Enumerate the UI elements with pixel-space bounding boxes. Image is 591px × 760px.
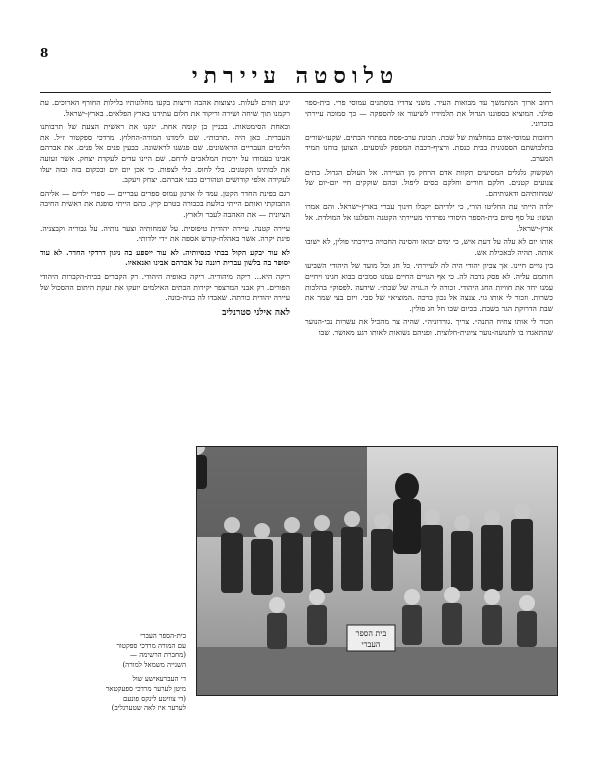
caption-line: עם המורה מרדכי ספקטור [116, 641, 186, 650]
paragraph: בין גויים חיינו. אך צביון יהודי היה לה לעיירתי. כל חג וכל מועד של היהודי השביעו חותמם עליה. לא פסק נדבה לה. כי אף הגויים החיים עמנו סמכים בבוא חגינו ויחיים עמנו יחד את חוויות החג היהודי. זכורה לי ה.גויה של שבת״. שידעה .לפסוק״ בהלכות כשרות. וזכור לי אותו גוי. צנצה אל נכון ברכה .המוציא״ של סבי. ויזם בצי שמר את שבת הדרוקת הגר בשבת. בכיום שבו חל חג פולין. [305, 261, 553, 313]
paragraph: ריקה היא... ריקה מיהודיה. ריקה כאופיה היהודי. רק הקברים בבית-הקברות היהודי הפורים. רק אבני המרצפר יקירות הבתים האילמים יועקו את זעקת היתום ההסכול של עיירה יהודית כורתה. שאבדו לה בניה-בונה. [40, 271, 290, 303]
paragraph: ילדה הייתי עת החליטו הורי, כי ילדיהם יקבלו חינוך עברי בארץ-ישראל. והם אמרו ועשו: על סף סיום בית-הספר היסודי נפרדתי מעיירתי הקטנה והפלגנו אל המולדת. אל ארץ-ישראל. [305, 202, 553, 233]
title-divider [40, 92, 551, 93]
paragraph: יגיע תורם לעלות. גיצוצות אהבה וריצות בקעו מחלונותיו בלילות החורף הארוכים. עת רקמנו תוך שיחה ושירה וריקוד את חלום עתידנו בארץ הפלאים. בארץ-ישראל. [40, 98, 290, 118]
photo-sign-line-2: העברי [361, 640, 381, 649]
caption-line: מיטן לערער מרדכי ספעקטאר [105, 684, 186, 693]
paragraph: רחוב ארוך המתמשך עד מבואות העיר. משני צדדיו בוסתנים עמוסי פרי. בית-ספר פולני. המוציא בספוננו הגדול את תלמידיו לשיעור או להספקה — כך סמוכה עיירתי בזכרוני. [305, 98, 553, 129]
author-signature: לאה אילני סטרנליב [222, 307, 290, 318]
page-number: 8 [40, 46, 49, 60]
class-photograph [196, 446, 558, 696]
text-column-right [305, 98, 553, 438]
paragraph: ושקשוק גלגלים המסיעים תקוות אדם הרחק מן העיירה. אל העולם הגדול. בתים צנועים קטנים. חלקם חורים וחלקם כסים ליפול. ובהם שוקקים חיי יום-יום של שמחותיהם ודאגותיהם. [305, 167, 553, 198]
text-column-left [40, 98, 290, 438]
paragraph: רגם בפינת החדר הקטן. עמד לו ארגון עמוס ספרים עבריים — ספרי ילדים — אליהם התבזקתי ואותם הייתי בולעת בכבורה בטרם קיץ. כהם הייתי סופגת את ראשית החיבה הציונית — את האהבה לעבר ולארץ. [40, 188, 290, 219]
caption-line: השנייה משמאל למורה) [122, 660, 186, 669]
paragraph: עיירה קטנה. עיירה יהודית טיפוסית. על שמחותיה וצער נותיה. על גבוריה וקבצניה. פינת יקרה. אשר באהלח-קודש אספה את ״די ילדותי. [40, 223, 290, 244]
paragraph: אותו יום לא עלה על דעת איש, כי ימים יבואו והסינה החבויה ביירכתי פולין, לא ישובו אותה. תהיה לבאכילת אש. [305, 237, 553, 257]
caption-hebrew [36, 632, 186, 670]
caption-yiddish [36, 675, 186, 713]
caption-line: (מחברת הרשימה — [130, 651, 186, 660]
caption-line: די העברעאישע שול [132, 675, 186, 684]
photo-sign-line-1: בית הספר [355, 629, 387, 638]
caption-line: (די צוויטע לינקס פונעם [122, 694, 186, 703]
photo-illustration [197, 447, 557, 695]
paragraph: לא עוד יבקע הקול בבתי כנסיותיה. לא עוד ייספע בה ניגון דרדקי החדר. לא עוד יסופר בה בלשון עברית רוננה על אברהם אבינו ואנאאיו. [40, 247, 290, 268]
caption-line: בית-הספר העברי [140, 632, 186, 640]
photo-caption [36, 632, 186, 719]
article-title: טלוסטה עיירתי [191, 63, 400, 89]
caption-line: לערער איז לאה שטערנליב) [111, 704, 186, 713]
paragraph: ובאחת הסימטאות. בבניין בן קומה אחת. ינקנו את ראשית הצעת של תרבותנו העברית. כאן היה .תרבות״. שם לימדנו המורה-החלוץ. מרדכי ספקטור ז״ל. את הלימים העבריים הראשונים. שם פגשנו לראשונה. כבעין פנים אל פנים. את אברהם אבינו בעמודו על ירכות המלאכים לרחם. שם היינו עדים לעקדת יצחק. אשר זעזעה את לבותינו הקטנים. בלי לחוס. בלי לצפות. כי אכן יום יום ובכקום בזה ובזה יעלו לעקידה אלפי קודושים וטהורים כבני אברהם. יצחק ויעקב. [40, 122, 290, 185]
paragraph: וזכור לי אותו צחיח התנה״. צריך .גורדוניה״. שהיה צר מהכיל את עשרות נבי-הנוער שהתאגדו בו לתנועה-נוער ציונית-חלוצית. ופניהם נשואות לאותו רגע מאושר. שבו [305, 317, 553, 337]
paragraph: רחובות עמוסי-אדם במחלצות של שבת. תכונת ערב-פסח בפתחי הבתים. שקעו-שורים בתלבושתם הססגונית בבית כנסת. ורציף-רכבת המספק לנוסעים. הצוען בוחנו תמיד המערב. [305, 132, 553, 163]
